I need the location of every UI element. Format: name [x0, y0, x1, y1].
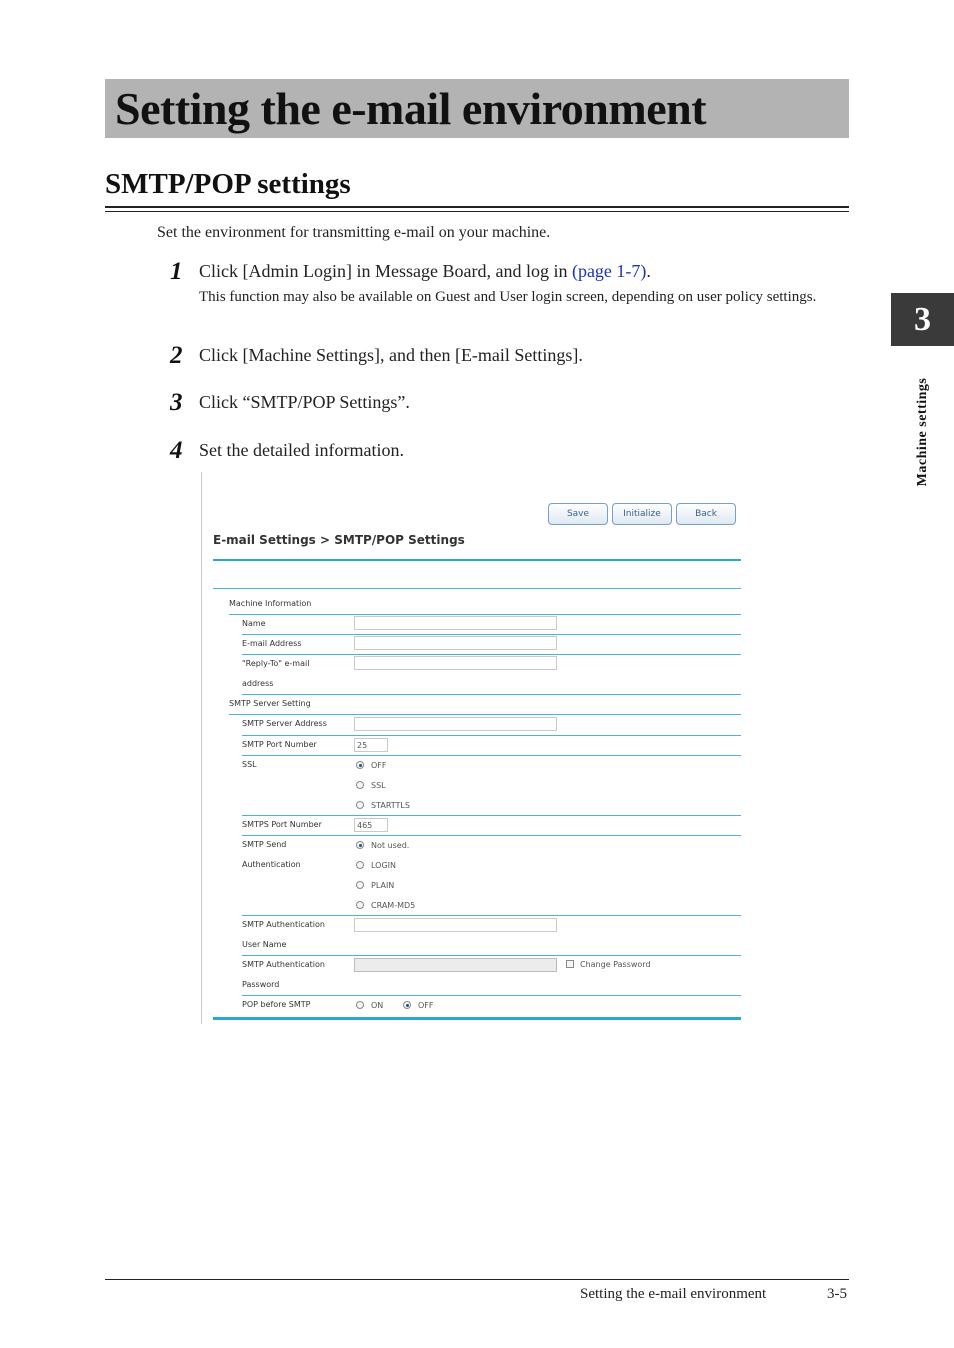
group-header-smtp [229, 694, 741, 715]
radio-dot [403, 1001, 411, 1009]
save-button[interactable]: Save [548, 503, 608, 525]
field-label: SMTP Authentication [242, 920, 325, 929]
radio-label: LOGIN [371, 861, 397, 870]
field-row-smtp-server [242, 714, 741, 736]
bottom-rule [213, 1017, 741, 1020]
radio-dot [356, 901, 364, 909]
pop-off-radio[interactable] [403, 1001, 434, 1011]
smtp-server-address-input[interactable] [354, 717, 557, 731]
field-label: Name [242, 619, 266, 628]
auth-password-input[interactable] [354, 958, 557, 972]
breadcrumb: E-mail Settings > SMTP/POP Settings [213, 533, 465, 547]
ssl-starttls-radio[interactable] [356, 801, 410, 811]
breadcrumb-rule [213, 559, 741, 561]
field-row-ssl [242, 755, 741, 816]
step-text: Set the detailed information. [199, 440, 404, 460]
chapter-tab: 3 [891, 293, 954, 346]
section-rule [105, 206, 849, 208]
step-text: Click [Machine Settings], and then [E-mail Settings]. [199, 345, 583, 365]
field-label: SMTP Authentication [242, 960, 325, 969]
ssl-ssl-radio[interactable] [356, 781, 386, 791]
field-row-auth-password [242, 955, 741, 996]
radio-dot [356, 801, 364, 809]
radio-label: CRAM-MD5 [371, 901, 416, 910]
section-rule-thin [105, 211, 849, 212]
radio-label: ON [371, 1001, 384, 1010]
smtp-port-input[interactable]: 25 [354, 738, 388, 752]
radio-label: OFF [418, 1001, 434, 1010]
field-label: SMTP Port Number [242, 740, 317, 749]
radio-dot [356, 861, 364, 869]
radio-dot [356, 781, 364, 789]
field-label: POP before SMTP [242, 1000, 311, 1009]
field-label: SMTP Server Address [242, 719, 327, 728]
step-text: Click “SMTP/POP Settings”. [199, 392, 410, 412]
change-password-checkbox[interactable] [566, 960, 651, 969]
page-number: 3-5 [827, 1286, 847, 1302]
auth-plain-radio[interactable] [356, 881, 394, 891]
field-label: SSL [242, 760, 257, 769]
field-label: Authentication [242, 860, 301, 869]
radio-label: STARTTLS [371, 801, 410, 810]
field-label: E-mail Address [242, 639, 302, 648]
footer-title: Setting the e-mail environment [580, 1286, 767, 1302]
field-label: SMTPS Port Number [242, 820, 322, 829]
page-title: Setting the e-mail environment [115, 83, 707, 134]
field-row-auth-user [242, 915, 741, 956]
smtp-pop-settings-screenshot [201, 472, 752, 1024]
reply-to-input[interactable] [354, 656, 557, 670]
step-number: 2 [170, 342, 183, 369]
auth-not-used-radio[interactable] [356, 841, 409, 851]
field-label: User Name [242, 940, 287, 949]
radio-label: Not used. [371, 841, 410, 850]
step-text-part: Click [Admin Login] in Message Board, and log in [199, 261, 572, 281]
radio-label: OFF [371, 761, 387, 770]
step-number: 3 [170, 389, 183, 416]
step-text-part: . [646, 261, 651, 281]
pop-on-radio[interactable] [356, 1001, 383, 1011]
section-heading: SMTP/POP settings [105, 168, 351, 200]
step-note: This function may also be available on Guest and User login screen, depending on user policy settings. [199, 289, 817, 305]
intro-text: Set the environment for transmitting e-mail on your machine. [157, 224, 551, 241]
group-label: Machine Information [229, 599, 312, 608]
smtps-port-input[interactable]: 465 [354, 818, 388, 832]
step-text [199, 261, 651, 282]
footer-rule [105, 1279, 849, 1280]
back-button[interactable]: Back [676, 503, 736, 525]
page-title-bar [105, 79, 849, 138]
field-row-email [242, 634, 741, 655]
group-label: SMTP Server Setting [229, 699, 311, 708]
field-row-pop-before-smtp [242, 995, 741, 1017]
field-row-smtp-auth [242, 835, 741, 916]
checkbox-box [566, 960, 574, 968]
step-number: 4 [170, 437, 183, 464]
radio-dot [356, 881, 364, 889]
field-row-smtp-port [242, 735, 741, 756]
chapter-label: Machine settings [915, 377, 930, 487]
group-header-machine-info [229, 594, 741, 615]
initialize-button[interactable]: Initialize [612, 503, 672, 525]
auth-login-radio[interactable] [356, 861, 396, 871]
checkbox-label: Change Password [580, 960, 651, 969]
radio-dot [356, 761, 364, 769]
field-row-name [242, 614, 741, 635]
field-row-smtps-port [242, 815, 741, 836]
field-label: "Reply-To" e-mail [242, 659, 310, 668]
radio-label: SSL [371, 781, 386, 790]
page-link[interactable]: (page 1-7) [571, 261, 647, 281]
radio-label: PLAIN [371, 881, 395, 890]
field-label: address [242, 679, 274, 688]
field-label: SMTP Send [242, 840, 287, 849]
email-address-input[interactable] [354, 636, 557, 650]
radio-dot [356, 841, 364, 849]
auth-user-name-input[interactable] [354, 918, 557, 932]
ssl-off-radio[interactable] [356, 761, 387, 771]
name-input[interactable] [354, 616, 557, 630]
step-number: 1 [170, 258, 183, 285]
field-row-reply-to [242, 654, 741, 695]
auth-cram-md5-radio[interactable] [356, 901, 415, 911]
field-label: Password [242, 980, 280, 989]
divider [213, 588, 741, 589]
radio-dot [356, 1001, 364, 1009]
